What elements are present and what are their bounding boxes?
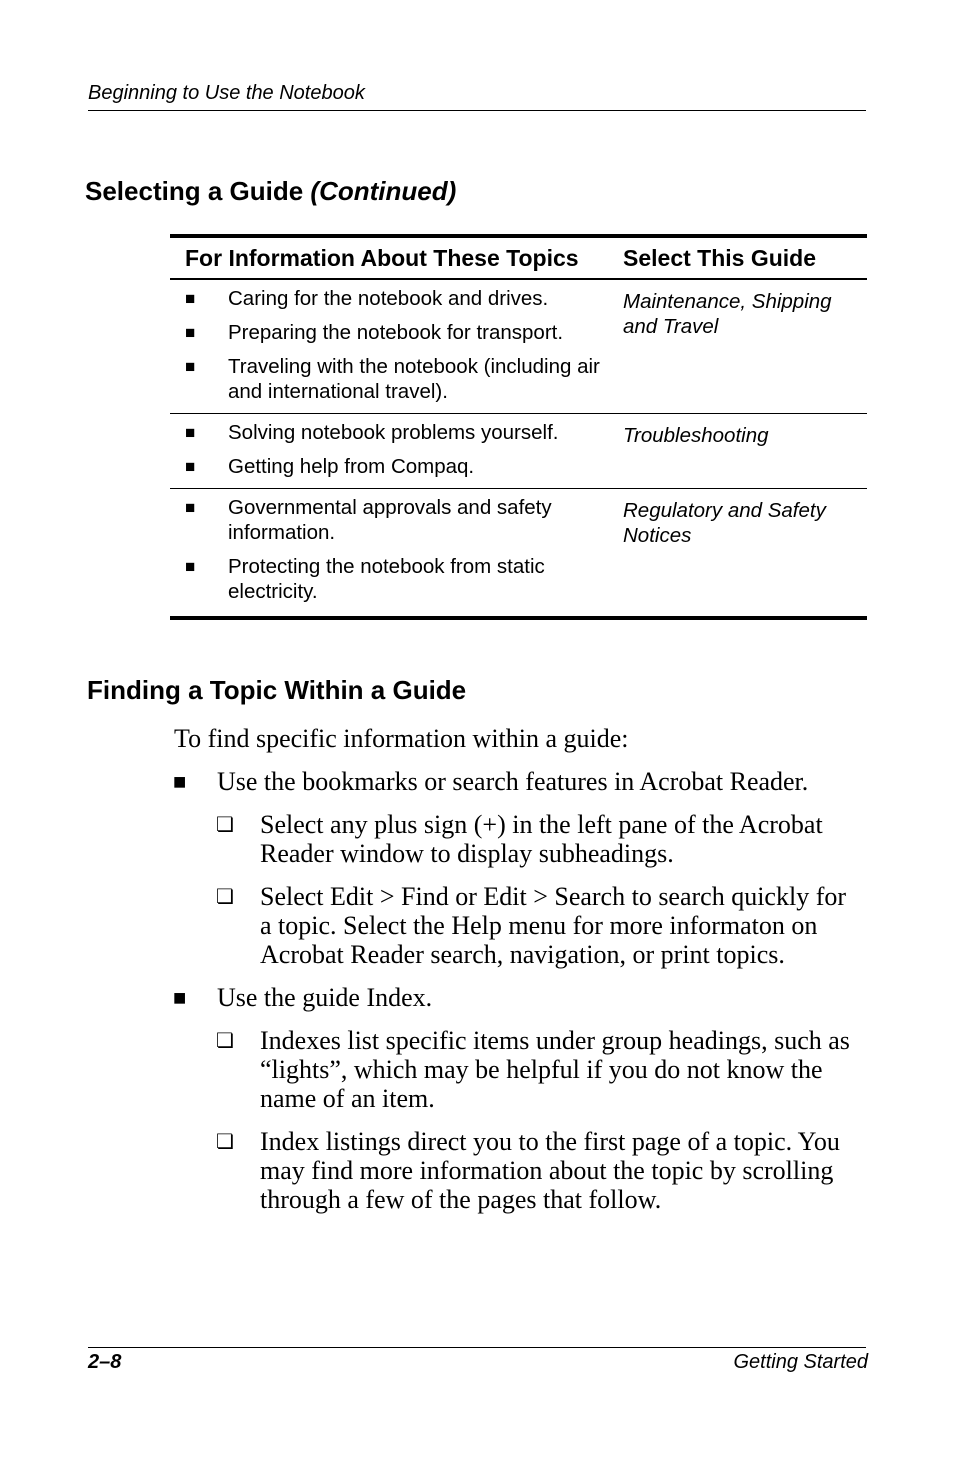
list-item-text: Use the guide Index. (217, 983, 433, 1012)
topic-text: Preparing the notebook for transport. (228, 321, 564, 344)
table-cell-topics (170, 286, 610, 404)
list-item-text: Use the bookmarks or search features in Acrobat Reader. (217, 767, 809, 796)
sub-list (216, 1026, 863, 1214)
topic-text: Protecting the notebook from static electricity. (228, 555, 545, 603)
checkbox-bullet-icon: ❏ (216, 1028, 234, 1052)
topic-text: Solving notebook problems yourself. (228, 421, 559, 444)
topic-text: Traveling with the notebook (including air and international travel). (228, 355, 600, 403)
square-bullet-icon: ■ (185, 423, 196, 442)
square-bullet-icon: ■ (185, 557, 196, 576)
sub-list-item (216, 1026, 863, 1113)
sub-list-item-text: Select any plus sign (+) in the left pane of the Acrobat Reader window to display subheadings. (260, 810, 823, 868)
checkbox-bullet-icon: ❏ (216, 812, 234, 836)
topic-item (185, 420, 610, 445)
sub-list-item (216, 1127, 863, 1214)
section-title-suffix: (Continued) (310, 176, 457, 206)
table-header-row (170, 238, 867, 280)
sub-list-item-text: Index listings direct you to the first page of a topic. You may find more information about the topic by scrolling through a few of the pages that follow. (260, 1127, 840, 1214)
instruction-list (173, 767, 863, 1228)
topic-item (185, 354, 610, 404)
checkbox-bullet-icon: ❏ (216, 1129, 234, 1153)
section-title: Selecting a Guide (85, 176, 304, 206)
header-rule (88, 110, 866, 111)
table-row (170, 280, 867, 414)
sub-list (216, 810, 863, 969)
square-bullet-icon: ■ (173, 985, 187, 1010)
table-cell-topics (170, 495, 610, 604)
sub-list-item (216, 810, 863, 868)
topic-item (185, 320, 610, 345)
table-row (170, 414, 867, 489)
list-item (173, 767, 863, 796)
square-bullet-icon: ■ (185, 323, 196, 342)
square-bullet-icon: ■ (173, 769, 187, 794)
footer-doc-title: Getting Started (733, 1351, 868, 1373)
table-header-guide: Select This Guide (623, 244, 816, 271)
footer-rule (88, 1347, 866, 1348)
intro-paragraph: To find specific information within a guide: (174, 724, 629, 753)
square-bullet-icon: ■ (185, 457, 196, 476)
section-heading-selecting-guide (85, 177, 456, 206)
sub-list-item (216, 882, 863, 969)
table-cell-guide: Maintenance, Shipping and Travel (623, 290, 832, 338)
topic-item (185, 454, 610, 479)
sub-list-item-text: Indexes list specific items under group headings, such as “lights”, which may be helpful if you do not know the name of an item. (260, 1026, 850, 1113)
square-bullet-icon: ■ (185, 289, 196, 308)
running-header: Beginning to Use the Notebook (88, 82, 365, 104)
table-cell-guide: Regulatory and Safety Notices (623, 499, 826, 547)
table-header-topics: For Information About These Topics (185, 244, 579, 271)
topic-text: Governmental approvals and safety information. (228, 496, 552, 544)
topic-item (185, 286, 610, 311)
topic-item (185, 554, 610, 604)
table-cell-topics (170, 420, 610, 479)
page-number: 2–8 (88, 1351, 122, 1373)
section-heading-finding-topic: Finding a Topic Within a Guide (87, 675, 467, 705)
table-cell-guide: Troubleshooting (623, 424, 769, 447)
table-row (170, 489, 867, 616)
square-bullet-icon: ■ (185, 357, 196, 376)
topic-text: Getting help from Compaq. (228, 455, 475, 478)
topic-item (185, 495, 610, 545)
topic-text: Caring for the notebook and drives. (228, 287, 549, 310)
sub-list-item-text: Select Edit > Find or Edit > Search to search quickly for a topic. Select the Help menu for more informaton on Acrobat Reader search, navigation, or print topics. (260, 882, 847, 969)
checkbox-bullet-icon: ❏ (216, 884, 234, 908)
square-bullet-icon: ■ (185, 498, 196, 517)
list-item (173, 983, 863, 1012)
guide-table (170, 234, 867, 620)
